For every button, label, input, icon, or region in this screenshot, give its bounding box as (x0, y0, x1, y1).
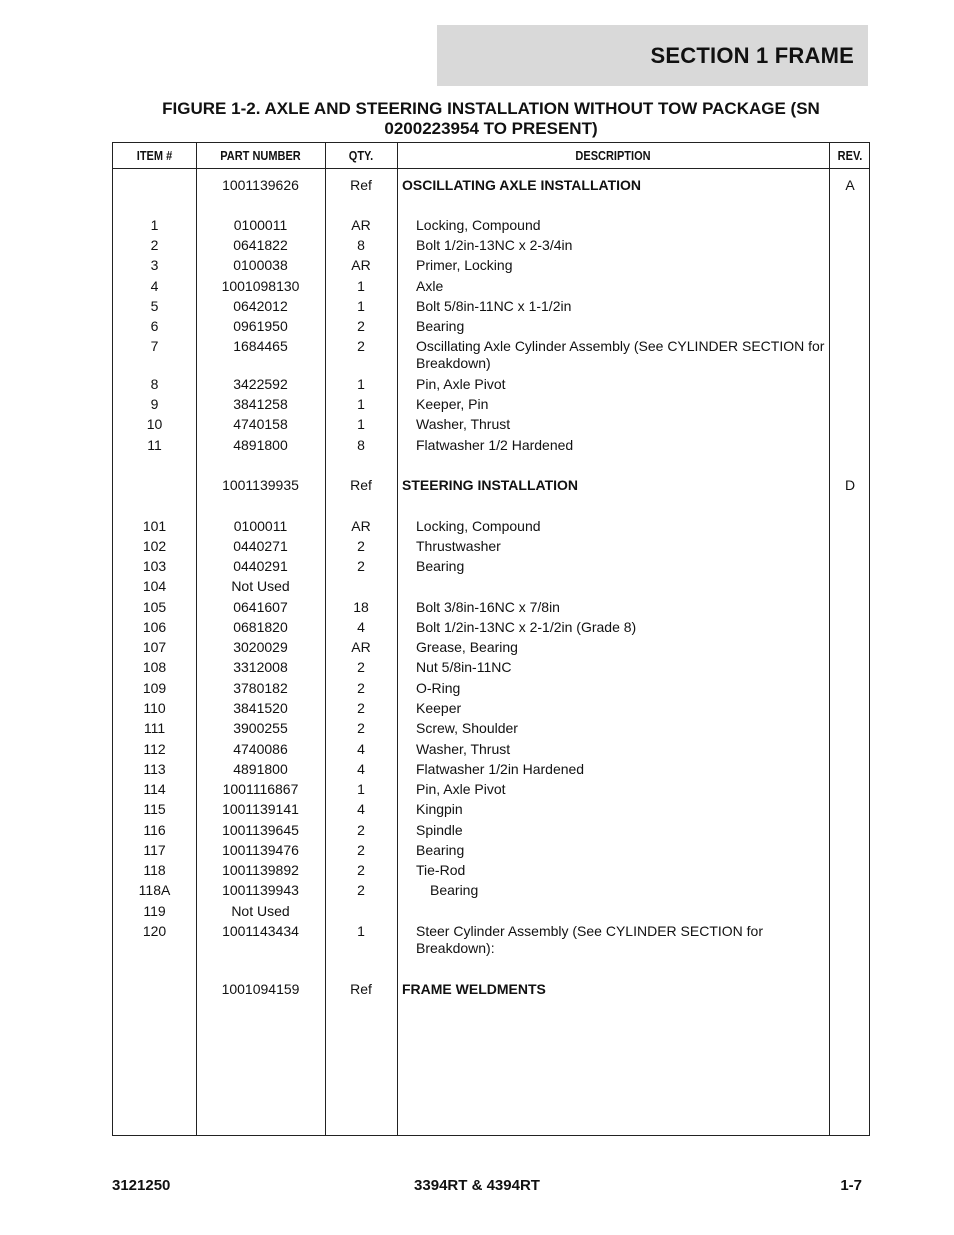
header-qty: QTY. (348, 149, 374, 163)
part-number-cell: 4740086 (233, 741, 288, 757)
description-cell: Bearing (430, 882, 479, 898)
item-number-cell: 102 (142, 538, 167, 554)
part-number-cell: 3020029 (233, 639, 288, 655)
item-number-cell: 117 (143, 842, 166, 858)
description-cell: Bearing (416, 318, 465, 334)
footer-model: 3394RT & 4394RT (414, 1177, 540, 1194)
item-number-cell: 108 (142, 659, 167, 675)
description-cell: Pin, Axle Pivot (416, 781, 506, 797)
item-number-cell: 8 (150, 376, 159, 392)
description-cell: Washer, Thrust (416, 416, 511, 432)
header-rev: REV. (837, 149, 863, 163)
qty-cell: AR (351, 257, 371, 273)
part-number-cell: 3422592 (233, 376, 288, 392)
qty-cell: AR (351, 639, 371, 655)
part-number-cell: 0641607 (233, 599, 288, 615)
description-cell: Bolt 1/2in-13NC x 2-3/4in (416, 237, 573, 253)
item-number-cell: 118A (138, 882, 171, 898)
part-number-cell: 0100038 (233, 257, 288, 273)
description-cell: Screw, Shoulder (416, 720, 518, 736)
table-header-row (113, 143, 869, 169)
part-number-cell: 3312008 (233, 659, 288, 675)
part-number-cell: 4891800 (233, 437, 288, 453)
part-number-cell: 0100011 (233, 217, 288, 233)
description-cell: Keeper, Pin (416, 396, 489, 412)
qty-cell: Ref (350, 981, 372, 997)
item-number-cell: 118 (143, 862, 166, 878)
description-cell: Pin, Axle Pivot (416, 376, 506, 392)
item-number-cell: 2 (150, 237, 159, 253)
qty-cell: 2 (357, 659, 365, 675)
description-cell: Bearing (416, 558, 465, 574)
part-number-cell: 1001139892 (222, 862, 299, 878)
item-number-cell: 7 (150, 338, 159, 354)
part-number-cell: Not Used (231, 903, 290, 919)
figure-title-line-2: 0200223954 TO PRESENT) (384, 119, 598, 138)
qty-cell: 8 (357, 237, 365, 253)
item-number-cell: 1 (150, 217, 159, 233)
description-cell: Thrustwasher (416, 538, 501, 554)
description-cell: Steer Cylinder Assembly (See CYLINDER SECTION for Breakdown): (416, 923, 763, 956)
description-cell: FRAME WELDMENTS (402, 981, 546, 997)
section-banner (437, 25, 868, 86)
part-number-cell: 3841520 (233, 700, 288, 716)
qty-cell: 2 (357, 318, 365, 334)
qty-cell: 2 (357, 862, 365, 878)
part-number-cell: 1684465 (233, 338, 288, 354)
rev-cell: D (844, 477, 856, 493)
description-cell: Flatwasher 1/2 Hardened (416, 437, 574, 453)
footer-page-number: 1-7 (840, 1177, 862, 1194)
description-cell: Primer, Locking (416, 257, 513, 273)
part-number-cell: 4740158 (233, 416, 288, 432)
item-number-cell: 111 (143, 720, 166, 736)
parts-table (112, 142, 870, 1136)
qty-cell: AR (351, 217, 371, 233)
part-number-cell: 1001139626 (222, 177, 299, 193)
qty-cell: 4 (357, 761, 365, 777)
rev-cell: A (845, 177, 855, 193)
column-divider (397, 143, 398, 1135)
qty-cell: 1 (357, 781, 365, 797)
description-cell: Bolt 1/2in-13NC x 2-1/2in (Grade 8) (416, 619, 637, 635)
part-number-cell: 3900255 (233, 720, 288, 736)
description-cell: Keeper (416, 700, 462, 716)
section-title: SECTION 1 FRAME (650, 42, 854, 68)
item-number-cell: 4 (150, 278, 159, 294)
item-number-cell: 110 (143, 700, 166, 716)
qty-cell: Ref (350, 177, 372, 193)
part-number-cell: 0440271 (233, 538, 288, 554)
item-number-cell: 101 (142, 518, 167, 534)
description-cell: Axle (416, 278, 444, 294)
item-number-cell: 3 (150, 257, 159, 273)
item-number-cell: 109 (142, 680, 167, 696)
description-cell: Bearing (416, 842, 465, 858)
description-cell: O-Ring (416, 680, 461, 696)
qty-cell: 2 (357, 842, 365, 858)
qty-cell: 1 (357, 396, 365, 412)
qty-cell: 2 (357, 720, 365, 736)
qty-cell: 1 (357, 376, 365, 392)
item-number-cell: 105 (142, 599, 167, 615)
description-cell: OSCILLATING AXLE INSTALLATION (402, 177, 642, 193)
item-number-cell: 106 (142, 619, 167, 635)
header-part-number: PART NUMBER (220, 149, 301, 163)
description-cell: Bolt 3/8in-16NC x 7/8in (416, 599, 560, 615)
header-description: DESCRIPTION (575, 149, 651, 163)
description-cell: Spindle (416, 822, 463, 838)
description-cell: STEERING INSTALLATION (402, 477, 579, 493)
part-number-cell: 0642012 (233, 298, 288, 314)
item-number-cell: 119 (143, 903, 166, 919)
part-number-cell: 0440291 (233, 558, 288, 574)
item-number-cell: 103 (142, 558, 167, 574)
qty-cell: Ref (350, 477, 372, 493)
item-number-cell: 11 (147, 437, 162, 453)
part-number-cell: 4891800 (233, 761, 288, 777)
qty-cell: 18 (353, 599, 369, 615)
part-number-cell: 1001139476 (222, 842, 299, 858)
part-number-cell: 0100011 (233, 518, 288, 534)
part-number-cell: 1001139943 (222, 882, 299, 898)
qty-cell: 4 (357, 801, 365, 817)
description-cell: Grease, Bearing (416, 639, 518, 655)
item-number-cell: 9 (150, 396, 159, 412)
description-cell: Locking, Compound (416, 217, 541, 233)
qty-cell: 2 (357, 558, 365, 574)
qty-cell: 8 (357, 437, 365, 453)
figure-title-line-1: FIGURE 1-2. AXLE AND STEERING INSTALLATION WITHOUT TOW PACKAGE (SN (162, 99, 820, 118)
item-number-cell: 120 (142, 923, 167, 939)
qty-cell: 1 (357, 923, 365, 939)
item-number-cell: 113 (143, 761, 166, 777)
part-number-cell: 0961950 (233, 318, 288, 334)
item-number-cell: 6 (150, 318, 159, 334)
item-number-cell: 10 (146, 416, 163, 432)
part-number-cell: 1001139645 (222, 822, 299, 838)
item-number-cell: 104 (142, 578, 167, 594)
item-number-cell: 116 (143, 822, 166, 838)
item-number-cell: 115 (143, 801, 166, 817)
part-number-cell: 1001139141 (222, 801, 299, 817)
item-number-cell: 107 (142, 639, 167, 655)
part-number-cell: 1001116867 (222, 781, 299, 797)
footer-doc-number: 3121250 (112, 1177, 171, 1194)
description-cell: Nut 5/8in-11NC (416, 659, 512, 675)
qty-cell: AR (351, 518, 371, 534)
part-number-cell: 0681820 (233, 619, 288, 635)
description-cell: Locking, Compound (416, 518, 541, 534)
description-cell: Bolt 5/8in-11NC x 1-1/2in (416, 298, 572, 314)
description-cell: Tie-Rod (416, 862, 466, 878)
qty-cell: 2 (357, 680, 365, 696)
qty-cell: 4 (357, 619, 365, 635)
part-number-cell: 1001139935 (222, 477, 299, 493)
description-cell: Oscillating Axle Cylinder Assembly (See CYLINDER SECTION for Breakdown) (416, 338, 825, 371)
part-number-cell: 1001143434 (222, 923, 299, 939)
part-number-cell: 1001094159 (221, 981, 300, 997)
item-number-cell: 112 (143, 741, 166, 757)
description-cell: Washer, Thrust (416, 741, 511, 757)
part-number-cell: 3780182 (233, 680, 288, 696)
item-number-cell: 5 (150, 298, 159, 314)
qty-cell: 2 (357, 538, 365, 554)
qty-cell: 2 (357, 338, 365, 354)
qty-cell: 1 (357, 298, 365, 314)
qty-cell: 2 (357, 822, 365, 838)
qty-cell: 1 (357, 416, 365, 432)
qty-cell: 4 (357, 741, 365, 757)
qty-cell: 2 (357, 700, 365, 716)
part-number-cell: Not Used (231, 578, 290, 594)
description-cell: Kingpin (416, 801, 463, 817)
header-item: ITEM # (136, 149, 173, 163)
part-number-cell: 0641822 (233, 237, 288, 253)
qty-cell: 1 (357, 278, 365, 294)
figure-title (112, 99, 870, 139)
description-cell: Flatwasher 1/2in Hardened (416, 761, 585, 777)
item-number-cell: 114 (143, 781, 166, 797)
part-number-cell: 1001098130 (221, 278, 300, 294)
qty-cell: 2 (357, 882, 365, 898)
part-number-cell: 3841258 (233, 396, 288, 412)
